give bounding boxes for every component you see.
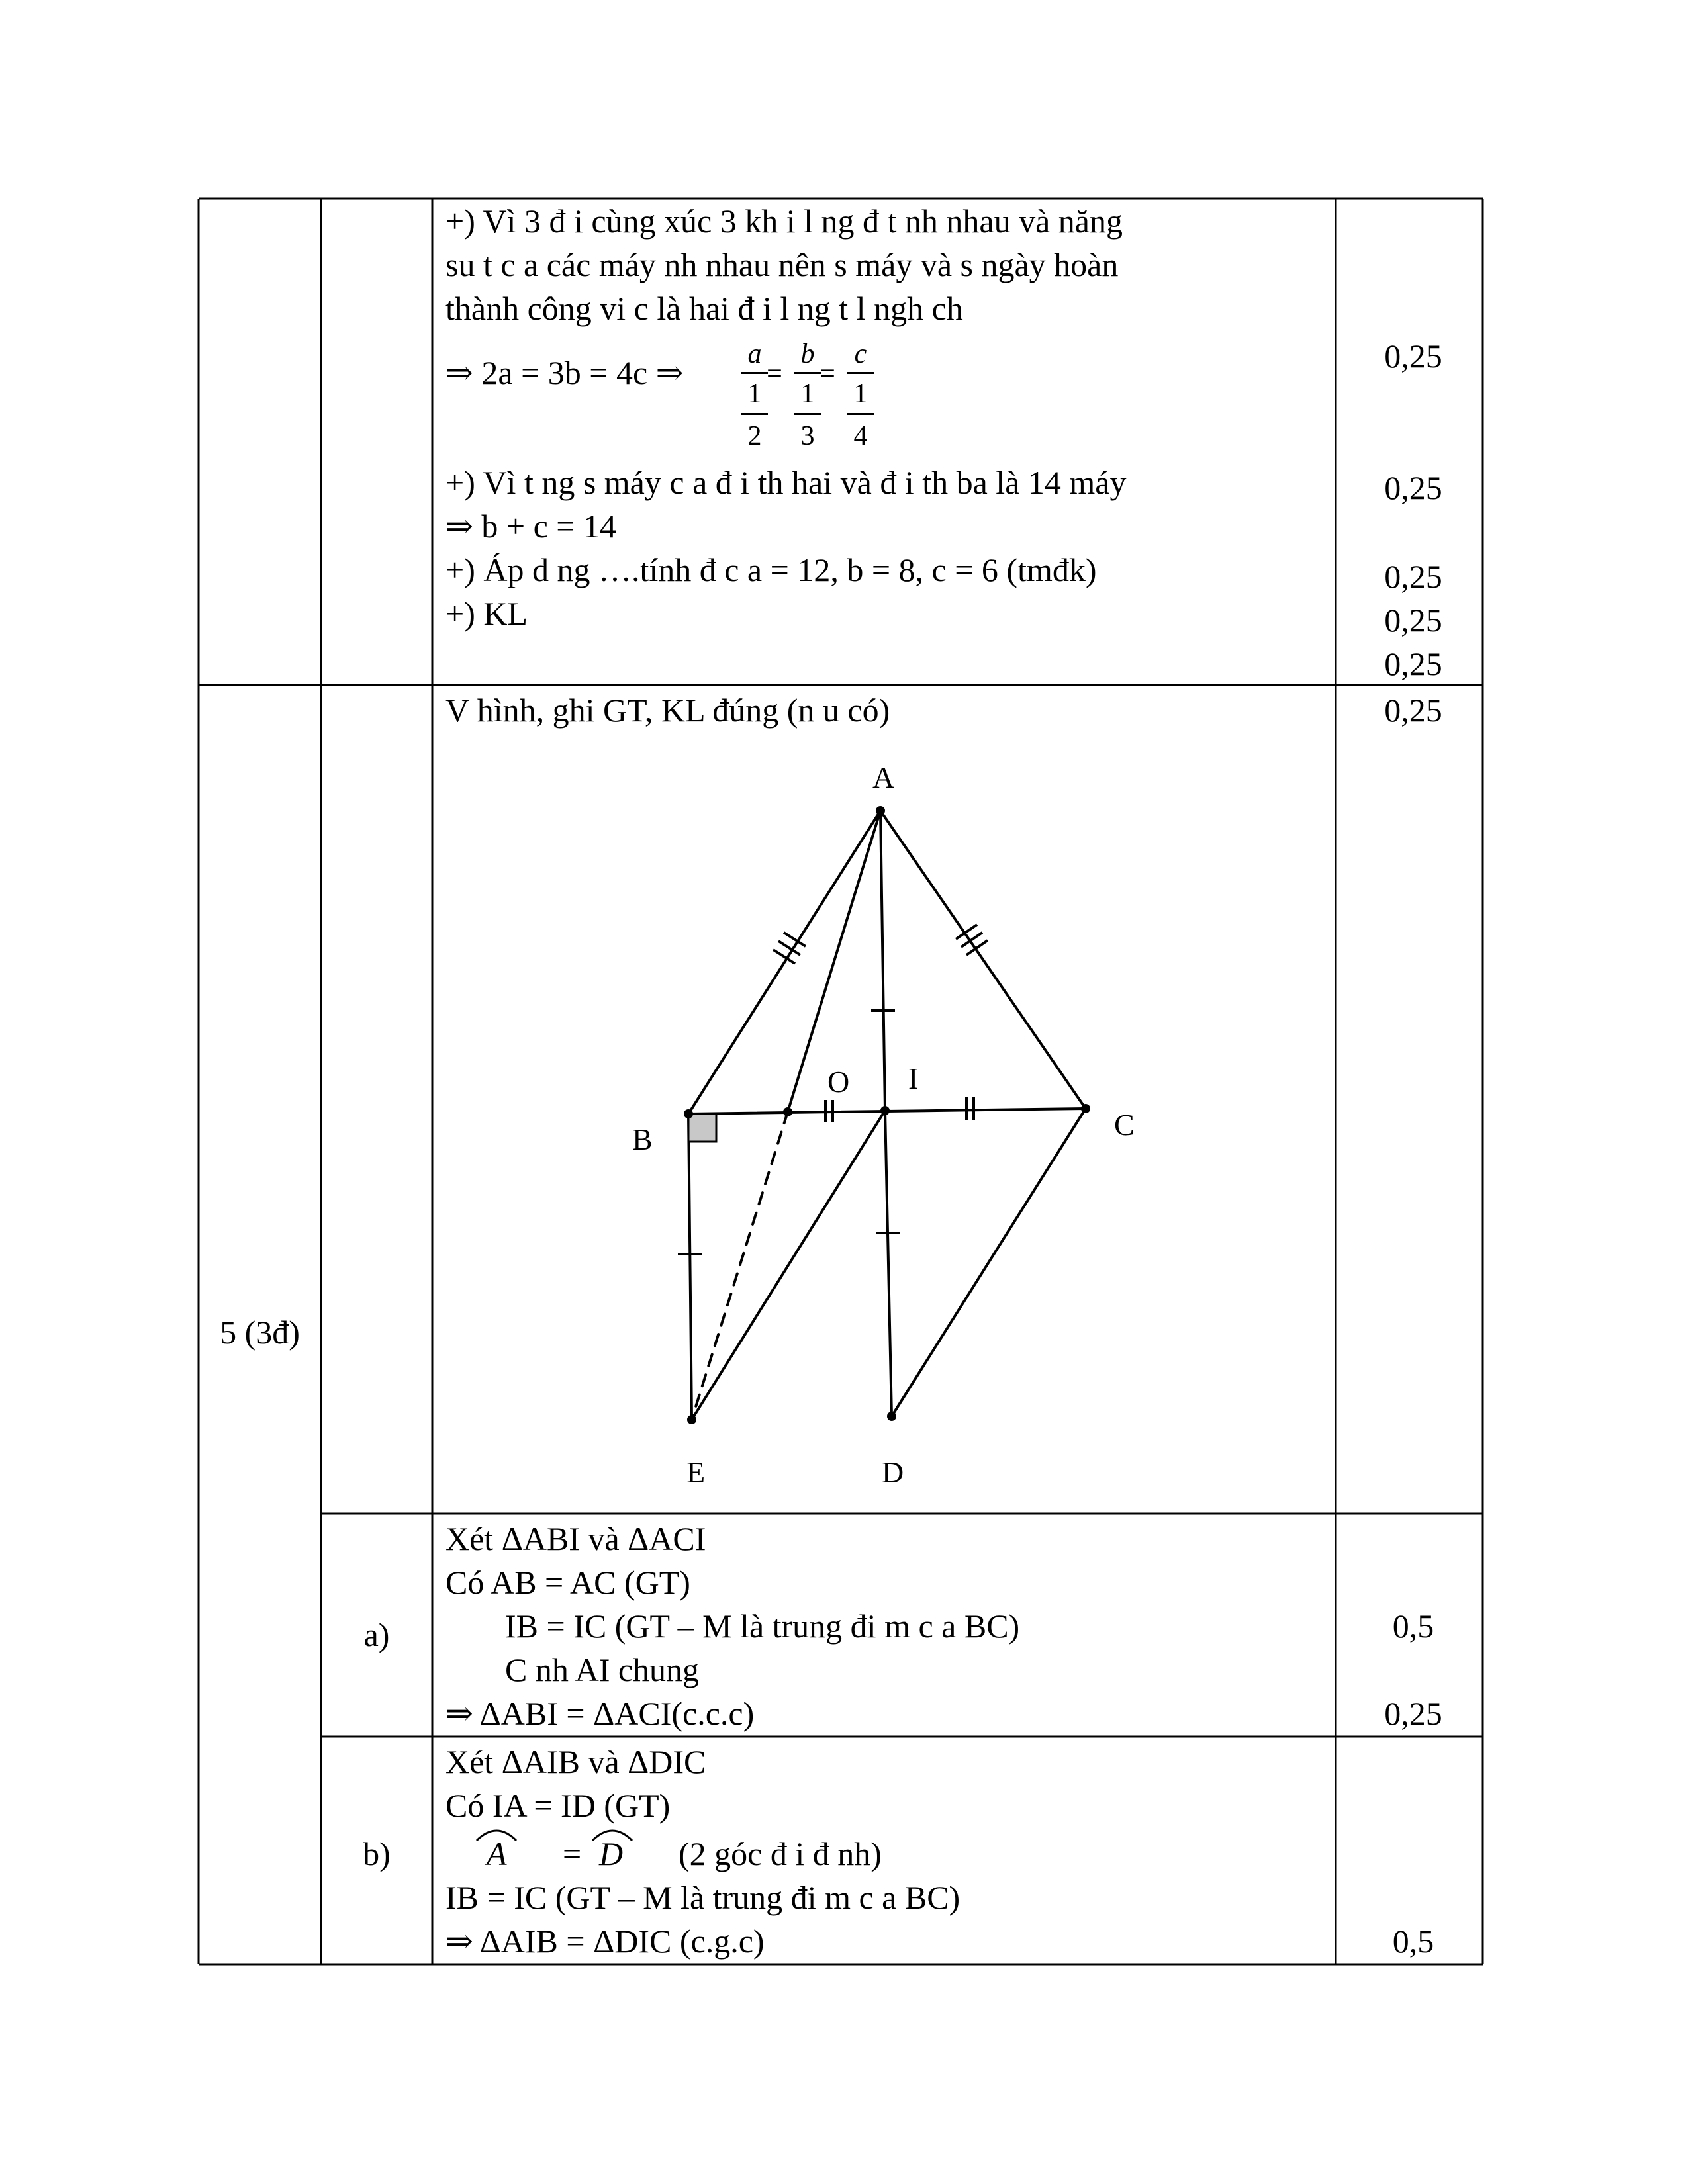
frac-num-b: b — [800, 339, 815, 369]
frac-num-a: a — [747, 339, 762, 369]
q4-line-4: ⇒ 2a = 3b = 4c ⇒ — [445, 354, 684, 391]
part-b-line-3: (2 góc đ i đ nh) — [679, 1835, 882, 1872]
frac-one-b: 1 — [800, 379, 815, 409]
frac-one-c: 1 — [853, 379, 868, 409]
q4-score-1: 0,25 — [1384, 338, 1442, 375]
part-a-line-5: ⇒ ΔABI = ΔACI(c.c.c) — [445, 1695, 755, 1732]
q4-line-7: +) Áp d ng ….tính đ c a = 12, b = 8, c = 6 (tmđk) — [445, 551, 1097, 588]
part-b-line-1: Xét ΔAIB và ΔDIC — [445, 1743, 706, 1780]
label-o: O — [827, 1065, 850, 1099]
part-b-score: 0,5 — [1392, 1923, 1434, 1960]
q4-score-5: 0,25 — [1384, 645, 1442, 682]
q4-line-3: thành công vi c là hai đ i l ng t l ngh ch — [445, 290, 963, 327]
part-a-line-2: Có AB = AC (GT) — [445, 1564, 690, 1601]
segment-oe-dashed — [692, 1112, 788, 1420]
segment-ab — [688, 811, 880, 1114]
part-a-score-2: 0,25 — [1384, 1695, 1442, 1732]
frac-den-a: 2 — [747, 421, 762, 451]
label-i: I — [908, 1062, 919, 1095]
part-a-line-3: IB = IC (GT – M là trung đi m c a BC) — [505, 1608, 1020, 1645]
label-d: D — [882, 1455, 904, 1489]
frac-den-c: 4 — [853, 421, 868, 451]
q5-intro-score: 0,25 — [1384, 692, 1442, 729]
label-a: A — [872, 760, 895, 794]
q4-line-2: su t c a các máy nh nhau nên s máy và s ngày hoàn — [445, 246, 1119, 283]
label-e: E — [686, 1455, 706, 1489]
angle-a: A — [487, 1835, 507, 1872]
q4-line-8: +) KL — [445, 595, 528, 632]
part-b-line-2: Có IA = ID (GT) — [445, 1787, 671, 1824]
angle-equals: = — [563, 1835, 582, 1872]
q5-label: 5 (3đ) — [220, 1314, 300, 1351]
label-b: B — [632, 1122, 653, 1156]
part-b-line-4: IB = IC (GT – M là trung đi m c a BC) — [445, 1879, 961, 1916]
segment-ai — [880, 811, 885, 1111]
segment-id — [885, 1111, 892, 1416]
q4-line-5: +) Vì t ng s máy c a đ i th hai và đ i th ba là 14 máy — [445, 464, 1127, 501]
segment-ie — [692, 1111, 885, 1420]
q5-intro-text: V hình, ghi GT, KL đúng (n u có) — [445, 692, 890, 729]
right-angle-marker — [688, 1114, 716, 1142]
part-a-label: a) — [363, 1616, 390, 1653]
frac-den-b: 3 — [800, 421, 815, 451]
angle-d: D — [599, 1835, 624, 1872]
part-b-label: b) — [363, 1835, 391, 1872]
frac-eq-2: = — [820, 359, 835, 389]
segment-cd — [892, 1109, 1086, 1416]
q4-score-3: 0,25 — [1384, 558, 1442, 595]
segment-be — [688, 1114, 692, 1420]
frac-eq-1: = — [767, 359, 782, 389]
frac-one-a: 1 — [747, 379, 762, 409]
part-a-score-1: 0,5 — [1392, 1608, 1434, 1645]
part-a-line-1: Xét ΔABI và ΔACI — [445, 1520, 706, 1557]
q4-score-4: 0,25 — [1384, 602, 1442, 639]
q4-line-1: +) Vì 3 đ i cùng xúc 3 kh i l ng đ t nh nhau và năng — [445, 203, 1123, 240]
label-c: C — [1114, 1108, 1135, 1142]
frac-num-c: c — [854, 339, 867, 369]
q4-line-6: ⇒ b + c = 14 — [445, 508, 616, 545]
q4-score-2: 0,25 — [1384, 469, 1442, 506]
part-a-line-4: C nh AI chung — [505, 1651, 700, 1688]
part-b-line-5: ⇒ ΔAIB = ΔDIC (c.g.c) — [445, 1923, 765, 1960]
